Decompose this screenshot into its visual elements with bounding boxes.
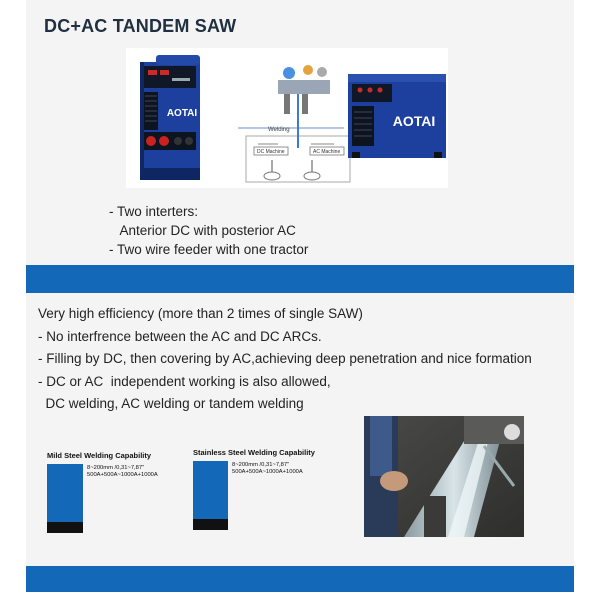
mild-steel-capability-spec: 8~200mm /0,31~7,87" 500A+500A~1000A+1000A xyxy=(87,465,158,478)
wire-spool-icon xyxy=(283,67,295,79)
intro-bullet: - Two wire feeder with one tractor xyxy=(109,242,309,257)
svg-text:DC Machine: DC Machine xyxy=(257,149,285,155)
footer-band xyxy=(26,566,574,592)
product-photo xyxy=(126,48,448,188)
welding-scene-illustration xyxy=(364,416,524,537)
intro-bullets xyxy=(109,202,308,259)
svg-text:AC Machine: AC Machine xyxy=(313,149,341,155)
feature-line: - DC or AC independent working is also allowed, xyxy=(38,373,331,389)
right-machine-brand: AOTAI xyxy=(392,113,436,129)
stainless-steel-capability-bar xyxy=(193,461,228,530)
features-list xyxy=(38,303,532,416)
feature-line: Very high efficiency (more than 2 times of single SAW) xyxy=(38,306,363,321)
divider-band xyxy=(26,265,574,293)
feature-line: - No interfrence between the AC and DC ARCs. xyxy=(38,328,322,344)
intro-bullet: - Two interters: xyxy=(109,204,199,219)
left-machine-display xyxy=(144,66,196,88)
mild-steel-capability-bar xyxy=(47,464,83,533)
intro-bullet: Anterior DC with posterior AC xyxy=(109,223,296,238)
left-machine-handle xyxy=(156,55,200,65)
feature-line: DC welding, AC welding or tandem welding xyxy=(38,396,304,411)
stainless-steel-capability-title: Stainless Steel Welding Capability xyxy=(193,448,315,457)
machines-illustration xyxy=(126,48,448,188)
right-machine-display xyxy=(352,84,392,102)
page-title: DC+AC TANDEM SAW xyxy=(44,16,237,36)
welding-photo xyxy=(364,416,524,537)
feature-line: - Filling by DC, then covering by AC,achieving deep penetration and nice formation xyxy=(38,351,532,366)
svg-text:Welding: Welding xyxy=(268,127,290,133)
mild-steel-capability-title: Mild Steel Welding Capability xyxy=(47,451,152,460)
left-machine-brand: AOTAI xyxy=(166,108,198,119)
stainless-steel-capability-spec: 8~200mm /0,31~7,87" 500A+500A~1000A+1000A xyxy=(232,462,303,475)
